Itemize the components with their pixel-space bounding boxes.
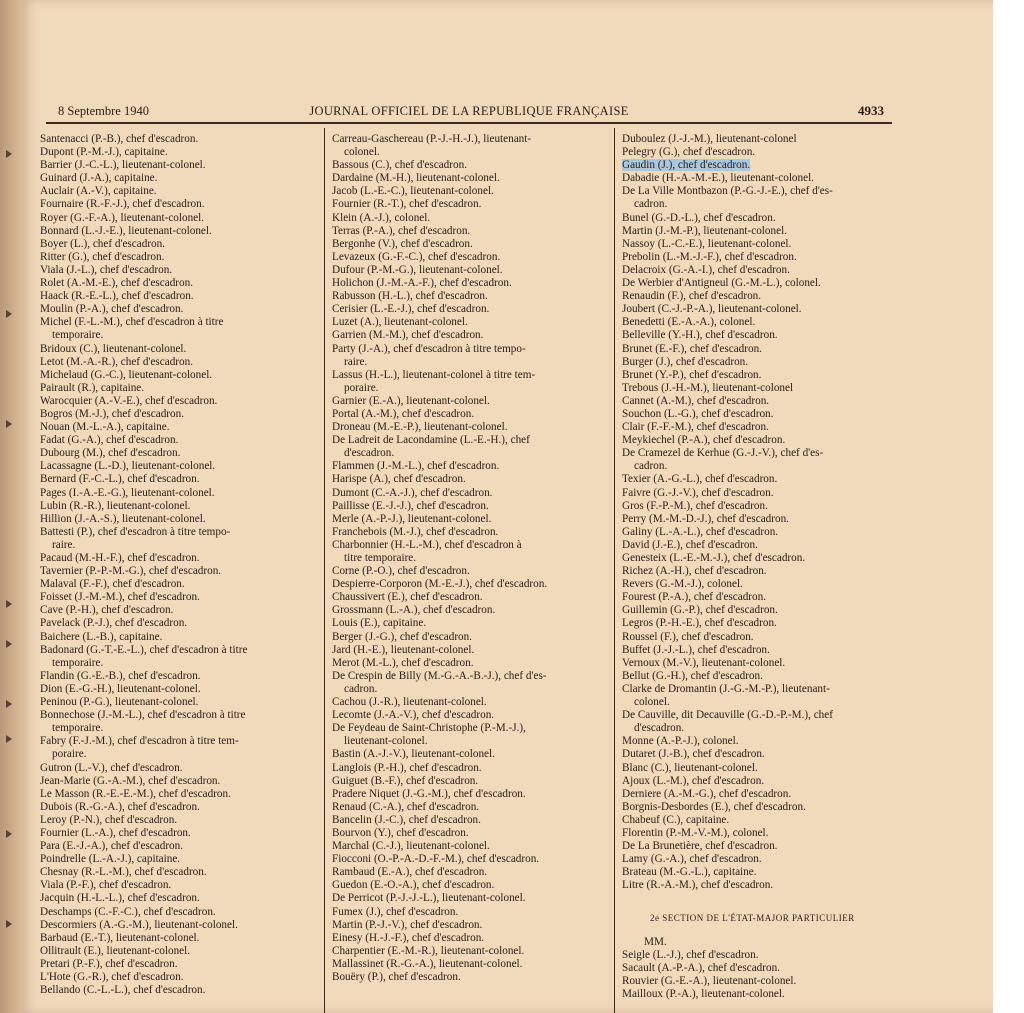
list-item: titre temporaire. <box>344 552 417 564</box>
list-item: Dardaine (M.-H.), lieutenant-colonel. <box>332 172 500 185</box>
list-item: Mallassinet (R.-G.-A.), lieutenant-colonel. <box>332 957 523 970</box>
list-item: Florentin (P.-M.-V.-M.), colonel. <box>622 826 769 839</box>
list-item: Para (E.-J.-A.), chef d'escadron. <box>40 840 184 853</box>
list-item: cadron. <box>634 460 668 473</box>
list-item: Paillisse (E.-J.-J.), chef d'escadron. <box>332 499 489 512</box>
list-item: Chabeuf (C.), capitaine. <box>622 813 730 826</box>
list-item: Bassous (C.), chef d'escadron. <box>332 159 467 172</box>
list-item: Belleville (Y.-H.), chef d'escadron. <box>622 329 778 342</box>
list-item: Luzet (A.), lieutenant-colonel. <box>332 316 468 329</box>
list-item: Nassoy (L.-C.-E.), lieutenant-colonel. <box>622 237 792 250</box>
list-item: Battesti (P.), chef d'escadron à titre tempo- <box>40 525 231 538</box>
list-item: Brunet (Y.-P.), chef d'escadron. <box>622 368 762 381</box>
list-item: L'Hote (G.-R.), chef d'escadron. <box>40 971 184 983</box>
list-item: Lecomte (J.-A.-V.), chef d'escadron. <box>332 709 495 722</box>
list-item: cadron. <box>344 682 378 695</box>
list-item: Barbaud (E.-T.), lieutenant-colonel. <box>40 931 200 944</box>
list-item: Fournier (L.-A.), chef d'escadron. <box>40 826 191 839</box>
list-item: Dion (E.-G.-H.), lieutenant-colonel. <box>40 682 201 695</box>
list-item: Joubert (C.-J.-P.-A.), lieutenant-colonel. <box>622 303 802 316</box>
list-item: Fournier (R.-T.), chef d'escadron. <box>332 198 482 211</box>
list-item: Bonnard (L.-J.-E.), lieutenant-colonel. <box>40 224 212 237</box>
list-item: Bancelin (J.-C.), chef d'escadron. <box>332 813 481 826</box>
list-item: Souchon (L.-G.), chef d'escadron. <box>622 407 774 420</box>
list-item: Jard (H.-E.), lieutenant-colonel. <box>332 643 475 656</box>
list-item: Letot (M.-A.-R.), chef d'escadron. <box>40 355 193 368</box>
list-item: Poindrelle (L.-A.-J.), capitaine. <box>40 853 181 866</box>
list-item: temporaire. <box>52 329 104 342</box>
list-item: Roussel (F.), chef d'escadron. <box>622 630 754 643</box>
list-item: Santenacci (P.-B.), chef d'escadron. <box>40 133 199 145</box>
list-item: Guinard (J.-A.), capitaine. <box>40 172 158 185</box>
list-item: Bonnechose (J.-M.-L.), chef d'escadron à titre <box>40 709 246 722</box>
list-item: Meykiechel (P.-A.), chef d'escadron. <box>622 434 786 447</box>
list-item: Klein (A.-J.), colonel. <box>332 211 431 224</box>
list-item: Legros (P.-H.-E.), chef d'escadron. <box>622 617 777 630</box>
list-item: Corne (P.-O.), chef d'escadron. <box>332 565 470 578</box>
list-item: colonel. <box>344 146 380 159</box>
list-item: Dumont (C.-A.-J.), chef d'escadron. <box>332 486 493 499</box>
list-item: Galiny (L.-A.-L.), chef d'escadron. <box>622 525 779 538</box>
list-item: Renaud (C.-A.), chef d'escadron. <box>332 800 480 813</box>
list-item: Bourvon (Y.), chef d'escadron. <box>332 826 469 839</box>
list-item: Royer (G.-F.-A.), lieutenant-colonel. <box>40 211 205 224</box>
list-item: Haack (R.-E.-L.), chef d'escadron. <box>40 290 194 303</box>
list-item: De Cauville, dit Decauville (G.-D.-P.-M.), chef <box>622 709 833 722</box>
list-item: raire. <box>52 538 76 551</box>
binding-mark <box>6 640 12 648</box>
list-item: Cerisier (L.-E.-J.), chef d'escadron. <box>332 303 490 316</box>
header-title: JOURNAL OFFICIEL DE LA REPUBLIQUE FRANÇAISE <box>309 104 629 118</box>
list-item: Bernard (F.-C.-L.), chef d'escadron. <box>40 473 200 486</box>
binding-mark <box>6 700 12 708</box>
list-item: Blanc (C.), lieutenant-colonel. <box>622 761 758 774</box>
list-item: Grossmann (L.-A.), chef d'escadron. <box>332 604 496 617</box>
list-item: De La Brunetière, chef d'escadron. <box>622 840 778 853</box>
list-item: De Feydeau de Saint-Christophe (P.-M.-J.), <box>332 722 526 735</box>
list-item: Flammen (J.-M.-L.), chef d'escadron. <box>332 460 500 473</box>
list-item: Fiocconi (O.-P.-A.-D.-F.-M.), chef d'escadron. <box>332 853 540 866</box>
list-item: Viala (J.-L.), chef d'escadron. <box>40 263 173 276</box>
list-item: Jacob (L.-E.-C.), lieutenant-colonel. <box>332 185 494 198</box>
list-item: Bellando (C.-L.-L.), chef d'escadron. <box>40 984 206 997</box>
page-header <box>46 100 892 124</box>
list-item: Borgnis-Desbordes (E.), chef d'escadron. <box>622 800 806 813</box>
list-item: lieutenant-colonel. <box>344 735 428 748</box>
list-item: Fabry (F.-J.-M.), chef d'escadron à titre tem- <box>40 735 239 748</box>
list-item: Carreau-Gaschereau (P.-J.-H.-J.), lieutenant- <box>332 133 532 145</box>
section-heading: 2e SECTION DE L'ÉTAT-MAJOR PARTICULIER <box>650 913 855 924</box>
list-item: Jacquin (H.-L.-L.), chef d'escadron. <box>40 892 200 905</box>
list-item: Martin (P.-J.-V.), chef d'escadron. <box>332 918 483 931</box>
text-column-3 <box>622 133 892 1001</box>
list-item: Cachou (J.-R.), lieutenant-colonel. <box>332 696 487 709</box>
list-item: Portal (A.-M.), chef d'escadron. <box>332 407 475 420</box>
list-item: Malaval (F.-F.), chef d'escadron. <box>40 578 185 591</box>
list-item: De Perricot (P.-J.-J.-L.), lieutenant-colonel. <box>332 892 526 905</box>
list-item: Fumex (J.), chef d'escadron. <box>332 905 459 918</box>
list-item: Jean-Marie (G.-A.-M.), chef d'escadron. <box>40 774 221 787</box>
list-item: Bastin (A.-J.-V.), lieutenant-colonel. <box>332 748 495 761</box>
binding-mark <box>6 420 12 428</box>
binding-mark <box>6 920 12 928</box>
list-item: Lacassagne (L.-D.), lieutenant-colonel. <box>40 460 216 473</box>
list-item: Sacault (A.-P.-A.), chef d'escadron. <box>622 961 780 974</box>
list-item: Flandin (G.-E.-B.), chef d'escadron. <box>40 669 201 682</box>
list-item: Clarke de Dromantin (J.-G.-M.-P.), lieutenant- <box>622 682 830 695</box>
list-item: Pradere Niquet (J.-G.-M.), chef d'escadron. <box>332 787 526 800</box>
list-item: cadron. <box>634 198 668 211</box>
list-item: Despierre-Corporon (M.-E.-J.), chef d'escadron. <box>332 578 548 591</box>
list-item: Tavernier (P.-P.-M.-G.), chef d'escadron. <box>40 565 222 578</box>
list-item: temporaire. <box>52 722 104 735</box>
list-item: Ollitrault (E.), lieutenant-colonel. <box>40 944 191 957</box>
list-item: Lubin (R.-R.), lieutenant-colonel. <box>40 499 191 512</box>
list-item: d'escadron. <box>344 447 395 460</box>
list-item: Richez (A.-H.), chef d'escadron. <box>622 565 767 578</box>
list-item: Dupont (P.-M.-J.), capitaine. <box>40 146 168 159</box>
list-item: Chaussivert (E.), chef d'escadron. <box>332 591 483 604</box>
list-item: Vernoux (M.-V.), lieutenant-colonel. <box>622 656 786 669</box>
list-item: De La Ville Montbazon (P.-G.-J.-E.), chef d'es- <box>622 185 833 198</box>
list-item: Boyer (L.), chef d'escadron. <box>40 237 166 250</box>
list-item: Bunel (G.-D.-L.), chef d'escadron. <box>622 211 776 224</box>
list-item: Pelegry (G.), chef d'escadron. <box>622 146 756 159</box>
list-item: Seigle (L.-J.), chef d'escadron. <box>622 948 759 961</box>
text-column-2 <box>332 133 608 984</box>
list-item: poraire. <box>344 381 379 394</box>
header-date: 8 Septembre 1940 <box>58 104 149 118</box>
list-item: Einesy (H.-J.-F.), chef d'escadron. <box>332 931 485 944</box>
list-item: Terras (P.-A.), chef d'escadron. <box>332 224 471 237</box>
column-rule <box>614 128 615 1013</box>
binding-mark <box>6 150 12 158</box>
list-item: Charbonnier (H.-L.-M.), chef d'escadron à <box>332 538 522 551</box>
list-item: Rambaud (E.-A.), chef d'escadron. <box>332 866 488 879</box>
list-item: Party (J.-A.), chef d'escadron à titre tempo- <box>332 342 526 355</box>
list-item: d'escadron. <box>634 722 685 735</box>
list-item: De Cramezel de Kerhue (G.-J.-V.), chef d'es- <box>622 447 824 460</box>
list-item: Deschamps (C.-F.-C.), chef d'escadron. <box>40 905 216 918</box>
list-item: Pavelack (P.-J.), chef d'escadron. <box>40 617 188 630</box>
list-item: Dubourg (M.), chef d'escadron. <box>40 447 181 460</box>
list-item: Gutron (L.-V.), chef d'escadron. <box>40 761 183 774</box>
list-item: De Ladreit de Lacondamine (L.-E.-H.), chef <box>332 434 530 447</box>
list-item: Leroy (P.-N.), chef d'escadron. <box>40 813 178 826</box>
list-item: Le Masson (R.-E.-E.-M.), chef d'escadron. <box>40 787 231 800</box>
list-item: Merot (M.-L.), chef d'escadron. <box>332 656 474 669</box>
section-salutation: MM. <box>644 935 667 948</box>
list-item: Bergonhe (V.), chef d'escadron. <box>332 237 473 250</box>
list-item: Rabusson (H.-L.), chef d'escadron. <box>332 290 488 303</box>
list-item: Droneau (M.-E.-P.), lieutenant-colonel. <box>332 421 508 434</box>
list-item: Dutaret (J.-B.), chef d'escadron. <box>622 748 765 761</box>
list-item: Martin (J.-M.-P.), lieutenant-colonel. <box>622 224 787 237</box>
list-item: Rolet (A.-M.-E.), chef d'escadron. <box>40 277 193 290</box>
list-item: Revers (G.-M.-J.), colonel. <box>622 578 743 591</box>
list-item: poraire. <box>52 748 87 761</box>
list-item: Mailloux (P.-A.), lieutenant-colonel. <box>622 987 785 1000</box>
list-item: Faivre (G.-J.-V.), chef d'escadron. <box>622 486 774 499</box>
list-item <box>622 159 892 172</box>
list-item: Bogros (M.-J.), chef d'escadron. <box>40 407 184 420</box>
list-item: Monne (A.-P.-J.), colonel. <box>622 735 739 748</box>
list-item: Holichon (J.-M.-A.-F.), chef d'escadron. <box>332 277 512 290</box>
list-item: Burger (J.), chef d'escadron. <box>622 355 749 368</box>
list-item: Lamy (G.-A.), chef d'escadron. <box>622 853 762 866</box>
list-item: Dufour (P.-M.-G.), lieutenant-colonel. <box>332 263 503 276</box>
list-item: Langlois (P.-H.), chef d'escadron. <box>332 761 482 774</box>
list-item: Duboulez (J.-J.-M.), lieutenant-colonel <box>622 133 797 145</box>
list-item: Badonard (G.-T.-E.-L.), chef d'escadron à titre <box>40 643 248 656</box>
list-item: Cannet (A.-M.), chef d'escadron. <box>622 394 770 407</box>
list-item: Franchebois (M.-J.), chef d'escadron. <box>332 525 499 538</box>
binding-mark <box>6 830 12 838</box>
list-item: Genesteix (L.-E.-M.-J.), chef d'escadron. <box>622 552 806 564</box>
list-item: Texier (A.-G.-L.), chef d'escadron. <box>622 473 778 486</box>
list-item: Lassus (H.-L.), lieutenant-colonel à titre tem- <box>332 368 536 381</box>
list-item: Chesnay (R.-L.-M.), chef d'escadron. <box>40 866 207 879</box>
list-item: Bouëry (P.), chef d'escadron. <box>332 971 461 983</box>
list-item: Buffet (J.-J.-L.), chef d'escadron. <box>622 643 770 656</box>
list-item: Fournaire (R.-F.-J.), chef d'escadron. <box>40 198 205 211</box>
list-item: Fourest (P.-A.), chef d'escadron. <box>622 591 766 604</box>
list-item: David (J.-E.), chef d'escadron. <box>622 538 758 551</box>
list-item: Rouvier (G.-E.-A.), lieutenant-colonel. <box>622 974 797 987</box>
list-item: Michelaud (G.-C.), lieutenant-colonel. <box>40 368 213 381</box>
list-item: Litre (R.-A.-M.), chef d'escadron. <box>622 879 774 892</box>
list-item: Nouan (M.-L.-A.), capitaine. <box>40 421 170 434</box>
list-item: Gros (F.-P.-M.), chef d'escadron. <box>622 499 768 512</box>
list-item: Berger (J.-G.), chef d'escadron. <box>332 630 473 643</box>
list-item: raire. <box>344 355 368 368</box>
binding-marks <box>4 0 16 1013</box>
list-item: Harispe (A.), chef d'escadron. <box>332 473 466 486</box>
list-item: Cave (P.-H.), chef d'escadron. <box>40 604 174 617</box>
list-item: Michel (F.-L.-M.), chef d'escadron à titre <box>40 316 224 329</box>
list-item: Warocquier (A.-V.-E.), chef d'escadron. <box>40 394 218 407</box>
list-item: Moulin (P.-A.), chef d'escadron. <box>40 303 184 316</box>
list-item: Ajoux (L.-M.), chef d'escadron. <box>622 774 765 787</box>
list-item: Baichere (L.-B.), capitaine. <box>40 630 163 643</box>
list-item: Brunet (E.-F.), chef d'escadron. <box>622 342 762 355</box>
list-item: Derniere (A.-M.-G.), chef d'escadron. <box>622 787 792 800</box>
list-item: Bellut (G.-H.), chef d'escadron. <box>622 669 763 682</box>
list-item: Pairault (R.), capitaine. <box>40 381 145 394</box>
list-item: Auclair (A.-V.), capitaine. <box>40 185 157 198</box>
list-item: Guillemin (G.-P.), chef d'escadron. <box>622 604 778 617</box>
list-item: Delacroix (G.-A.-I.), chef d'escadron. <box>622 263 790 276</box>
binding-mark <box>6 310 12 318</box>
list-item: Viala (P.-F.), chef d'escadron. <box>40 879 172 892</box>
list-item: Clair (F.-F.-M.), chef d'escadron. <box>622 421 769 434</box>
list-item: De Werbier d'Antigneul (G.-M.-L.), colonel. <box>622 277 821 290</box>
list-item: Benedetti (E.-A.-A.), colonel. <box>622 316 756 329</box>
list-item: Hillion (J.-A.-S.), lieutenant-colonel. <box>40 512 206 525</box>
list-item: Pages (I.-A.-E.-G.), lieutenant-colonel. <box>40 486 215 499</box>
header-page-number: 4933 <box>858 103 884 118</box>
list-item: colonel. <box>634 696 670 709</box>
list-item: Garnier (E.-A.), lieutenant-colonel. <box>332 394 490 407</box>
list-item: Charpentier (E.-M.-R.), lieutenant-colonel. <box>332 944 525 957</box>
list-item: Descormiers (A.-G.-M.), lieutenant-colonel. <box>40 918 238 931</box>
list-item: Brateau (M.-G.-L.), capitaine. <box>622 866 757 879</box>
list-item: Bridoux (C.), lieutenant-colonel. <box>40 342 187 355</box>
list-item: Louis (E.), capitaine. <box>332 617 427 630</box>
list-item: De Crespin de Billy (M.-G.-A.-B.-J.), chef d'es- <box>332 669 547 682</box>
list-item: temporaire. <box>52 656 104 669</box>
list-item: Peninou (P.-G.), lieutenant-colonel. <box>40 696 199 709</box>
list-item: Merle (A.-P.-J.), lieutenant-colonel. <box>332 512 492 525</box>
list-item: Ritter (G.), chef d'escadron. <box>40 250 165 263</box>
list-item: Renaudin (F.), chef d'escadron. <box>622 290 762 303</box>
binding-mark <box>6 600 12 608</box>
list-item: Guedon (E.-O.-A.), chef d'escadron. <box>332 879 495 892</box>
list-item: Guiguet (B.-F.), chef d'escadron. <box>332 774 479 787</box>
list-item: Dabadie (H.-A.-M.-E.), lieutenant-colonel. <box>622 172 814 185</box>
list-item: Dubois (R.-G.-A.), chef d'escadron. <box>40 800 200 813</box>
list-item: Levazeux (G.-F.-C.), chef d'escadron. <box>332 250 501 263</box>
column-rule <box>324 128 325 1013</box>
binding-mark <box>6 735 12 743</box>
list-item: Pretari (P.-F.), chef d'escadron. <box>40 957 178 970</box>
page-border <box>993 0 1024 1013</box>
list-item: Perry (M.-M.-D.-J.), chef d'escadron. <box>622 512 789 525</box>
highlighted-text[interactable]: Gaudin (J.), chef d'escadron. <box>622 159 751 172</box>
list-item: Barrier (J.-C.-L.), lieutenant-colonel. <box>40 159 206 172</box>
list-item: Garrien (M.-M.), chef d'escadron. <box>332 329 484 342</box>
text-column-1 <box>40 133 318 997</box>
list-item: Marchal (C.-J.), lieutenant-colonel. <box>332 840 490 853</box>
list-item: Pacaud (M.-H.-F.), chef d'escadron. <box>40 552 200 564</box>
list-item: Fadat (G.-A.), chef d'escadron. <box>40 434 179 447</box>
list-item: Trebous (J.-H.-M.), lieutenant-colonel <box>622 381 794 394</box>
list-item: Prebolin (L.-M.-J.-F.), chef d'escadron. <box>622 250 797 263</box>
list-item: Foisset (J.-M.-M.), chef d'escadron. <box>40 591 200 604</box>
